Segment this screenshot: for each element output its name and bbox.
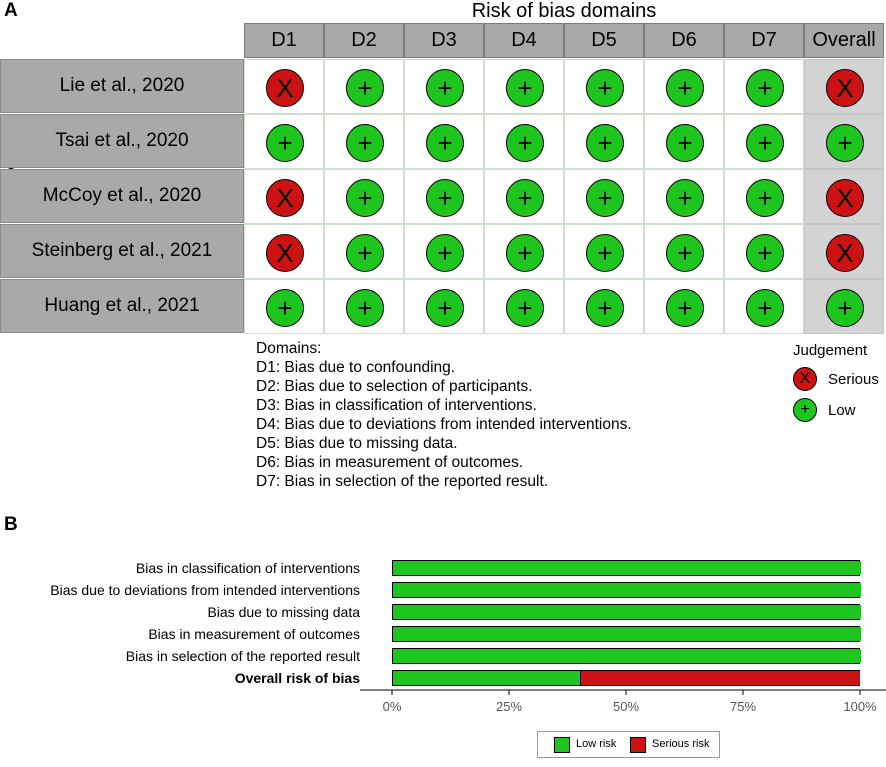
judgement-cell <box>564 224 644 279</box>
judgement-cell <box>324 224 404 279</box>
study-label: Huang et al., 2021 <box>0 279 244 333</box>
column-header-d6: D6 <box>644 23 724 58</box>
low-risk-segment <box>393 605 861 619</box>
judgement-cell <box>404 224 484 279</box>
stacked-bar <box>392 560 860 576</box>
serious-risk-legend-key <box>630 737 646 753</box>
domain-d2: D2: Bias due to selection of participants. <box>256 378 533 395</box>
judgement-cell <box>564 59 644 114</box>
low-risk-icon: + <box>826 124 864 162</box>
low-risk-icon: + <box>666 234 704 272</box>
x-tick-label: 100% <box>843 699 877 714</box>
low-legend-icon: + <box>793 398 817 422</box>
judgement-cell <box>404 279 484 334</box>
stacked-bar <box>392 626 860 642</box>
judgement-cell <box>404 59 484 114</box>
domain-d3: D3: Bias in classification of interventions. <box>256 397 537 414</box>
serious-risk-icon: X <box>266 234 304 272</box>
panel-a-title: Risk of bias domains <box>471 0 657 22</box>
low-risk-icon: + <box>666 289 704 327</box>
judgement-cell <box>484 114 564 169</box>
serious-risk-segment <box>580 671 860 685</box>
judgement-cell <box>484 224 564 279</box>
column-header-d4: D4 <box>484 23 564 58</box>
low-risk-icon: + <box>426 179 464 217</box>
low-risk-icon: + <box>666 179 704 217</box>
judgement-cell <box>404 114 484 169</box>
judgement-cell <box>804 224 884 279</box>
judgement-cell <box>324 279 404 334</box>
domain-d5: D5: Bias due to missing data. <box>256 435 458 452</box>
low-risk-icon: + <box>746 124 784 162</box>
low-risk-icon: + <box>266 124 304 162</box>
low-risk-icon: + <box>426 69 464 107</box>
judgement-cell <box>404 169 484 224</box>
panel-a-label: A <box>4 0 18 21</box>
judgement-cell <box>244 169 324 224</box>
low-risk-icon: + <box>506 179 544 217</box>
domains-legend <box>256 339 632 491</box>
low-legend-label: Low <box>828 402 856 419</box>
judgement-cell <box>724 59 804 114</box>
low-risk-icon: + <box>346 69 384 107</box>
judgement-cell <box>484 279 564 334</box>
judgement-cell <box>724 224 804 279</box>
judgement-cell <box>804 279 884 334</box>
bar-category-label: Bias in selection of the reported result <box>125 648 360 664</box>
low-risk-icon: + <box>826 289 864 327</box>
judgement-cell <box>724 114 804 169</box>
judgement-cell <box>644 59 724 114</box>
low-risk-icon: + <box>346 289 384 327</box>
column-header-overall: Overall <box>804 23 884 58</box>
judgement-cell <box>244 279 324 334</box>
x-tick-label: 25% <box>495 699 523 714</box>
serious-risk-icon: X <box>266 179 304 217</box>
judgement-cell <box>804 169 884 224</box>
judgement-cell <box>564 169 644 224</box>
low-risk-icon: + <box>426 124 464 162</box>
bar-category-label: Bias due to deviations from intended interventions <box>50 582 360 598</box>
serious-risk-legend-label: Serious risk <box>652 738 710 750</box>
domains-header: Domains: <box>256 340 322 357</box>
judgement-cell <box>724 169 804 224</box>
judgement-cell <box>484 169 564 224</box>
low-risk-legend-label: Low risk <box>576 738 617 750</box>
column-header-d3: D3 <box>404 23 484 58</box>
low-risk-icon: + <box>586 124 624 162</box>
judgement-cell <box>244 59 324 114</box>
panel-b-label: B <box>4 514 18 535</box>
bar-category-label: Bias due to missing data <box>207 604 360 620</box>
bar-chart-legend <box>537 731 720 758</box>
study-label: McCoy et al., 2020 <box>0 169 244 223</box>
serious-risk-icon: X <box>826 69 864 107</box>
judgement-cell <box>244 224 324 279</box>
serious-legend-label: Serious <box>828 371 879 388</box>
low-risk-icon: + <box>746 289 784 327</box>
low-risk-icon: + <box>426 234 464 272</box>
low-risk-icon: + <box>506 69 544 107</box>
study-label: Lie et al., 2020 <box>0 59 244 113</box>
column-header-d2: D2 <box>324 23 404 58</box>
judgement-title: Judgement <box>793 342 868 359</box>
serious-risk-icon: X <box>266 69 304 107</box>
judgement-cell <box>644 114 724 169</box>
low-risk-icon: + <box>666 69 704 107</box>
study-label: Tsai et al., 2020 <box>0 114 244 168</box>
serious-risk-icon: X <box>826 234 864 272</box>
low-risk-icon: + <box>266 289 304 327</box>
judgement-cell <box>724 279 804 334</box>
serious-legend-icon: X <box>793 367 817 391</box>
judgement-cell <box>564 114 644 169</box>
x-tick-label: 0% <box>382 699 402 714</box>
low-risk-icon: + <box>586 69 624 107</box>
study-label: Steinberg et al., 2021 <box>0 224 244 278</box>
low-risk-icon: + <box>506 124 544 162</box>
low-risk-icon: + <box>346 234 384 272</box>
x-tick-label: 50% <box>612 699 640 714</box>
serious-risk-icon: X <box>826 179 864 217</box>
judgement-cell <box>804 114 884 169</box>
x-tick-label: 75% <box>729 699 757 714</box>
low-risk-icon: + <box>346 124 384 162</box>
judgement-cell <box>324 169 404 224</box>
bar-category-label: Bias in measurement of outcomes <box>148 626 360 642</box>
stacked-bar <box>392 604 860 620</box>
low-risk-icon: + <box>746 69 784 107</box>
judgement-cell <box>644 279 724 334</box>
judgement-cell <box>564 279 644 334</box>
judgement-cell <box>244 114 324 169</box>
stacked-bar <box>392 582 860 598</box>
column-header-d5: D5 <box>564 23 644 58</box>
low-risk-icon: + <box>586 234 624 272</box>
bar-category-label: Overall risk of bias <box>234 670 360 686</box>
domain-d7: D7: Bias in selection of the reported result. <box>256 473 549 490</box>
low-risk-icon: + <box>426 289 464 327</box>
low-risk-icon: + <box>746 179 784 217</box>
column-header-d7: D7 <box>724 23 804 58</box>
domain-d4: D4: Bias due to deviations from intended interventions. <box>256 416 632 433</box>
judgement-cell <box>644 169 724 224</box>
low-risk-icon: + <box>506 289 544 327</box>
low-risk-icon: + <box>746 234 784 272</box>
low-risk-icon: + <box>506 234 544 272</box>
low-risk-segment <box>393 583 861 597</box>
judgement-cell <box>804 59 884 114</box>
domain-d1: D1: Bias due to confounding. <box>256 359 456 376</box>
low-risk-segment <box>393 627 861 641</box>
low-risk-icon: + <box>666 124 704 162</box>
judgement-cell <box>484 59 564 114</box>
stacked-bar <box>392 648 860 664</box>
judgement-cell <box>644 224 724 279</box>
low-risk-segment <box>393 671 580 685</box>
low-risk-icon: + <box>586 289 624 327</box>
domain-d6: D6: Bias in measurement of outcomes. <box>256 454 524 471</box>
low-risk-segment <box>393 649 861 663</box>
low-risk-segment <box>393 561 861 575</box>
low-risk-icon: + <box>346 179 384 217</box>
low-risk-legend-key <box>554 737 570 753</box>
judgement-cell <box>324 114 404 169</box>
judgement-cell <box>324 59 404 114</box>
bar-category-label: Bias in classification of interventions <box>135 560 360 576</box>
column-header-d1: D1 <box>244 23 324 58</box>
low-risk-icon: + <box>586 179 624 217</box>
